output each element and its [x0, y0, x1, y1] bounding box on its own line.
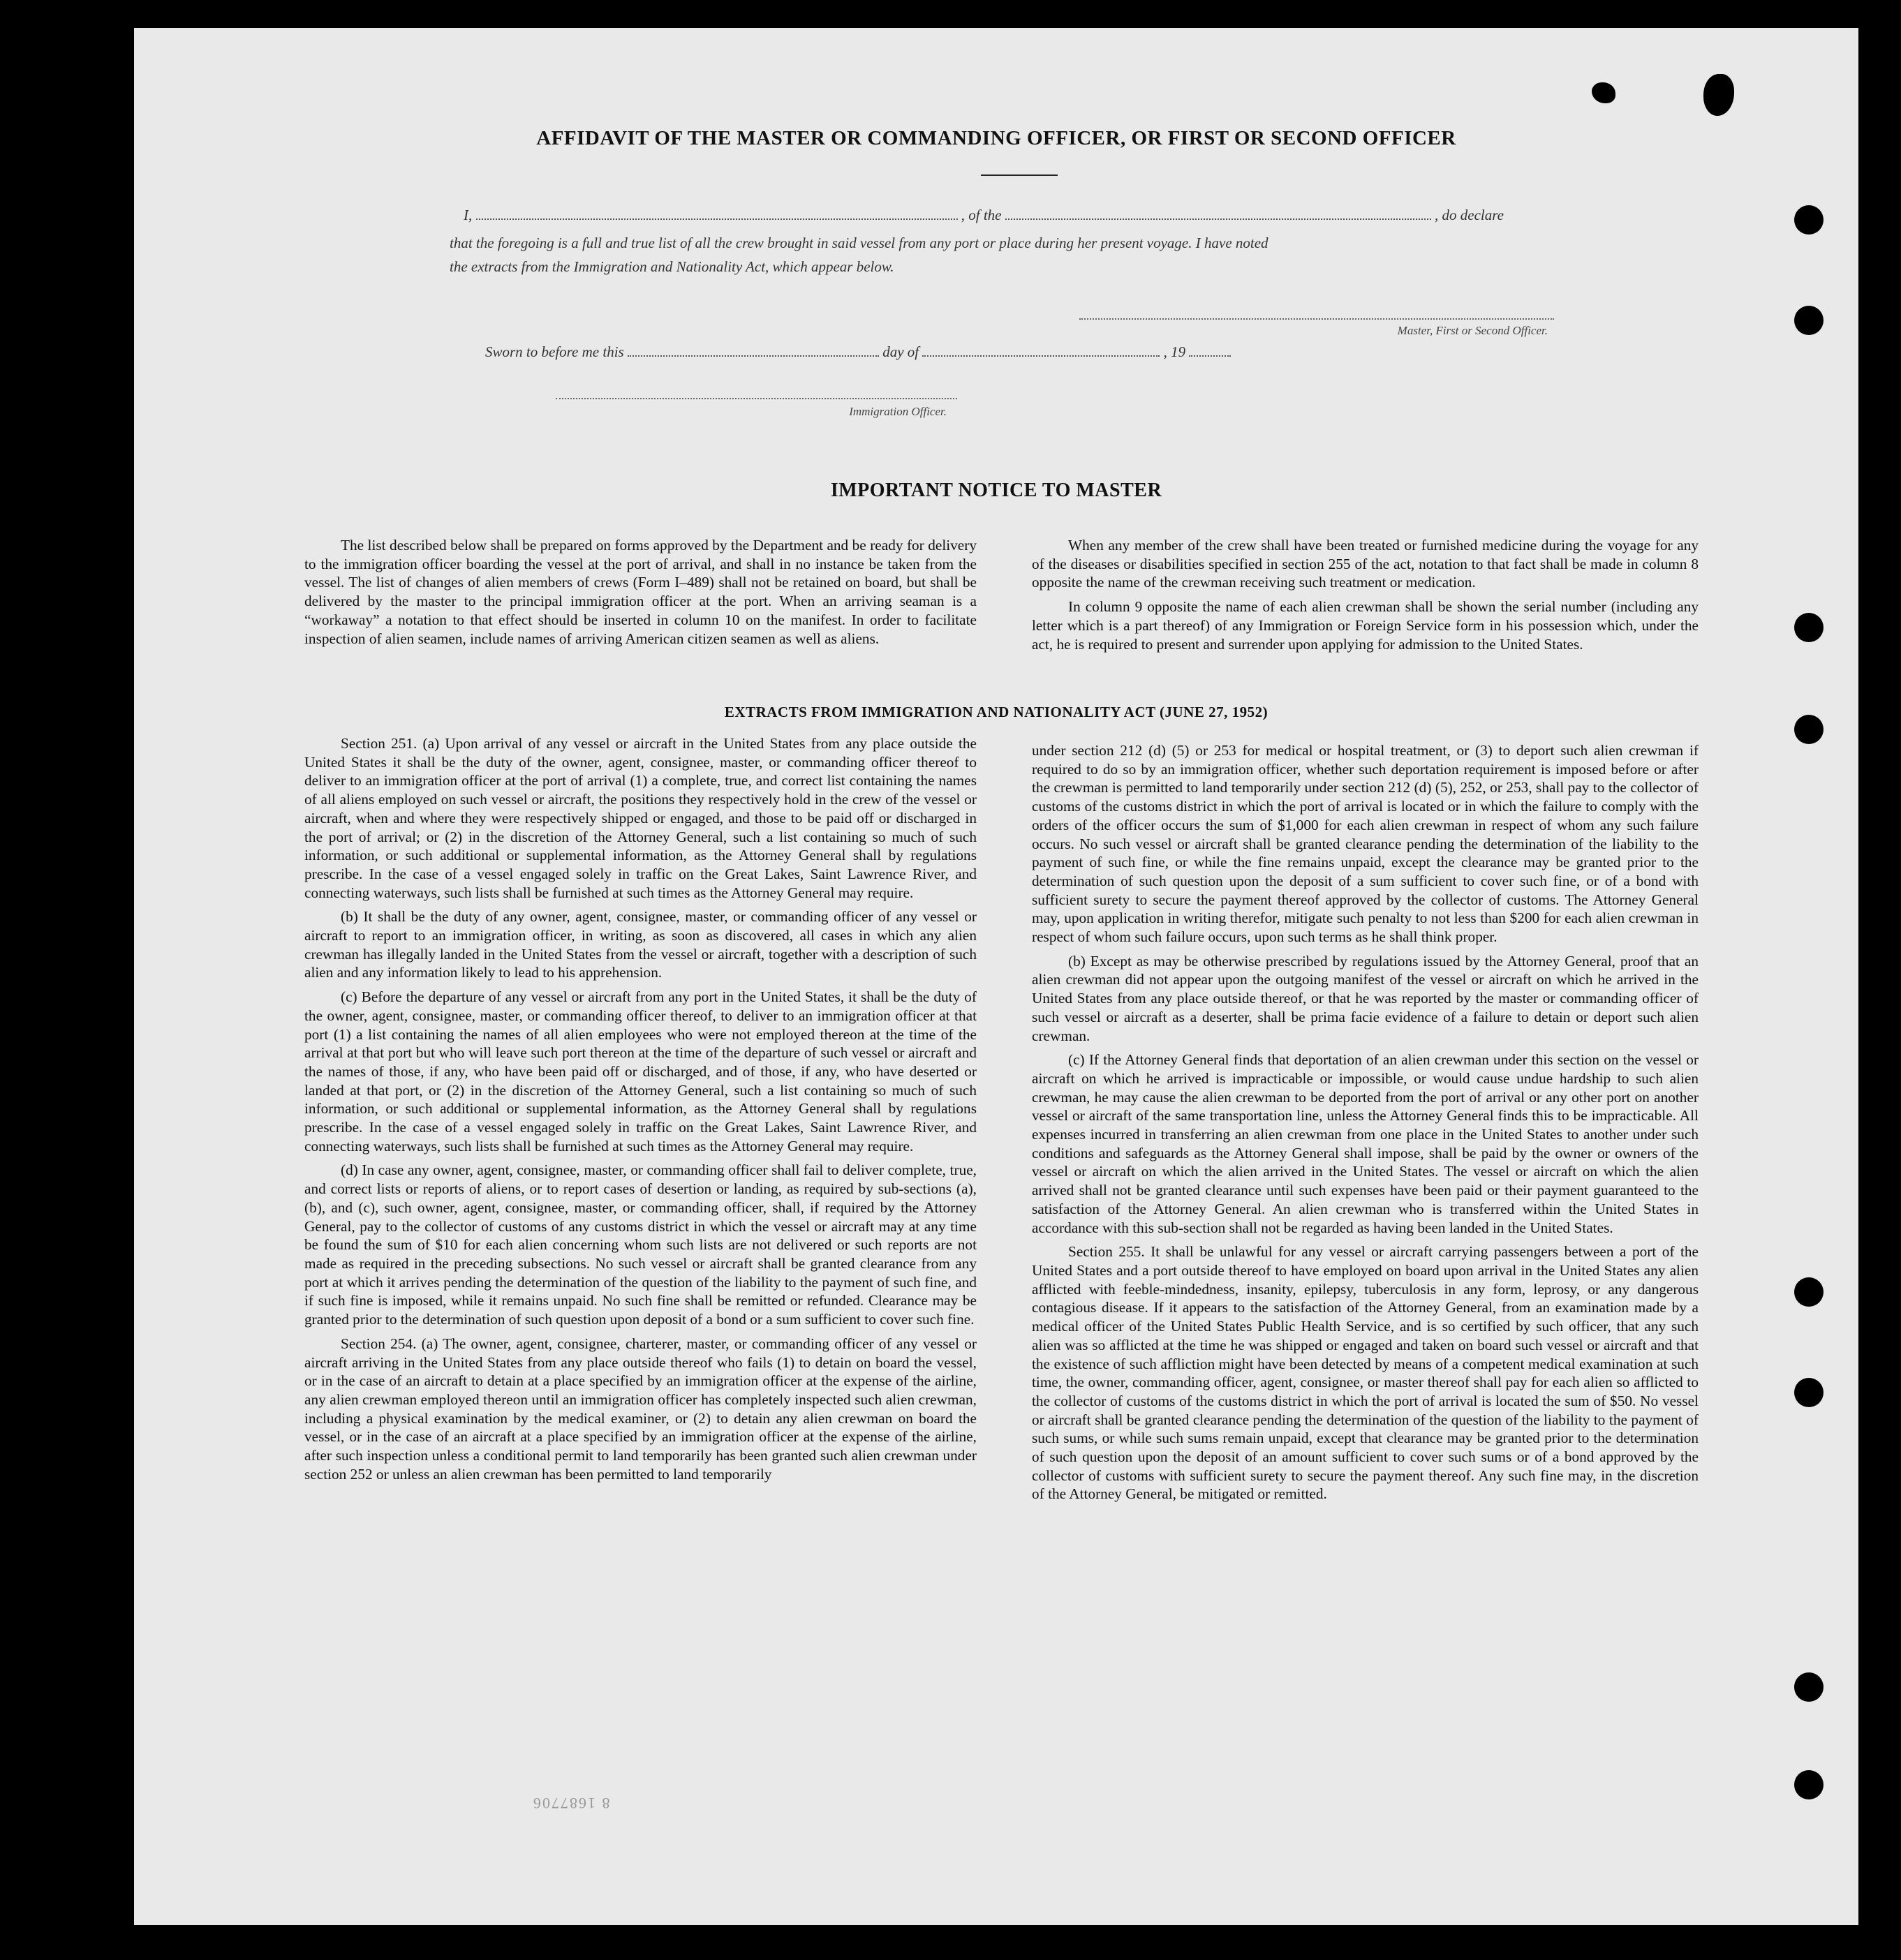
notice-right-paragraph-1: When any member of the crew shall have been treated or furnished medicine during the voyage for any of the diseases or disabilities specified in section 255 of the act, notation to that fact shall be made in column 8 opposite the name of the crewman receiving such treatment or medication.: [1032, 537, 1699, 591]
notice-right-paragraph-2: In column 9 opposite the name of each alien crewman shall be shown the serial number (including any letter which is a part thereof) of any Immigration or Foreign Service form in his possession which, under the act, he is required to present and surrender upon applying for admission to the United States.: [1032, 598, 1699, 653]
sworn-line: [485, 343, 1231, 361]
section-254-c: (c) If the Attorney General finds that deportation of an alien crewman under this section on the vessel or aircraft on which he arrived is impracticable or impossible, or would cause undue hardship to such alien crewman, he may cause the alien crewman to be deported from the port of arrival or any other port on another vessel or aircraft of the same transportation line, unless the Attorney General finds this to be impracticable. All expenses incurred in transferring an alien crewman from one place in the United States to another under such conditions and safeguards as the Attorney General shall impose, shall be paid by the owner or owners of the vessel or aircraft on which the alien arrived in the United States. The vessel or aircraft on which the alien arrived shall not be granted clearance until such expenses have been paid or their payment guaranteed to the satisfaction of the Attorney General. An alien crewman who is transferred within the United States in accordance with this sub-section shall not be regarded as having been landed in the United States.: [1032, 1051, 1699, 1236]
sworn-month-blank[interactable]: [922, 352, 1160, 357]
of-the-label: , of the: [961, 207, 1002, 223]
do-declare-label: , do declare: [1435, 207, 1504, 223]
section-254-a-continued: under section 212 (d) (5) or 253 for medical or hospital treatment, or (3) to deport such alien crewman if required to do so by an immigration officer, whether such deportation requirement is imposed before or after the crewman is permitted to land temporarily under section 212 (d) (5), 252, or 253, shall pay to the collector of customs of the customs district in which the port of arrival is located or in which the failure to comply with the orders of the officer occurs the sum of $1,000 for each alien crewman in respect of whom any such failure occurs. No such vessel or aircraft shall be granted clearance pending the determination of the liability to the payment of such fine, or while the fine remains unpaid, except the clearance may be granted prior to the determination of such question upon the deposit of a sum sufficient to cover such fine, or of a bond with sufficient surety to secure the payment thereof approved by the collector of customs. The Attorney General may, upon application in writing therefor, mitigate such penalty to not less than $200 for each alien crewman in respect of whom such failure occurs, upon such terms as he shall think proper.: [1032, 742, 1699, 946]
punch-hole: [1794, 613, 1824, 642]
affidavit-title: AFFIDAVIT OF THE MASTER OR COMMANDING OFFICER, OR FIRST OR SECOND OFFICER: [536, 127, 1456, 149]
notice-left-paragraph: The list described below shall be prepared on forms approved by the Department and be ready for delivery to the immigration officer boarding the vessel at the port of arrival, and shall in no instance be taken from the vessel. The list of changes of alien members of crews (Form I–489) shall not be retained on board, but shall be delivered by the master to the principal immigration officer at the port. When an arriving seaman is a “workaway” a notation to that effect should be inserted in column 10 on the manifest. In order to facilitate inspection of alien seamen, include names of arriving American citizen seamen as well as aliens.: [304, 537, 977, 647]
section-254-b: (b) Except as may be otherwise prescribed by regulations issued by the Attorney General, proof that an alien crewman did not appear upon the outgoing manifest of the vessel or aircraft on which he arrived in the United States from any place outside thereof, or that he was reported by the master or commanding officer of such vessel or aircraft as a deserter, shall be prima facie evidence of a failure to detain or deport such alien crewman.: [1032, 952, 1699, 1044]
section-255: Section 255. It shall be unlawful for any vessel or aircraft carrying passengers between a port of the United States and a port outside thereof to have employed on board upon arrival in the United States any alien afflicted with feeble-mindedness, insanity, epilepsy, tuberculosis in any form, leprosy, or any dangerous contagious disease. If it appears to the satisfaction of the Attorney General, from an examination made by a medical officer of the United States Public Health Service, and is so certified by such officer, that any such alien was so afflicted at the time he was shipped or engaged and taken on board such vessel or aircraft and that the existence of such affliction might have been detected by means of a competent medical examination at such time, the owner, commanding officer, agent, consignee, or master thereof shall pay for each alien so afflicted to the collector of customs of the customs district in which the port of arrival is located the sum of $50. No vessel or aircraft shall be granted clearance pending the determination of the question of the liability to the payment of such sums, or while such sums remain unpaid, except that clearance may be granted prior to the determination of such question upon the deposit of an amount sufficient to cover such sums or of a bond approved by the collector of customs with sufficient surety to secure the payment thereof. Any such fine may, in the discretion of the Attorney General, be mitigated or remitted.: [1032, 1243, 1699, 1503]
punch-hole: [1794, 1672, 1824, 1702]
name-blank[interactable]: [476, 216, 958, 220]
extracts-right-column: [1032, 741, 1699, 1509]
day-of-label: day of: [882, 343, 919, 360]
section-251-a: Section 251. (a) Upon arrival of any vessel or aircraft in the United States from any place outside the United States it shall be the duty of the owner, agent, consignee, master, or commanding officer thereof to deliver to an immigration officer at the port of arrival (1) a complete, true, and correct list containing the names of all aliens employed on such vessel or aircraft, the positions they respectively hold in the crew of the vessel or aircraft, when and where they were respectively shipped or engaged, and those to be paid off or discharged in the port of arrival; or (2) in the discretion of the Attorney General, such a list containing so much of such information, or such additional or supplemental information, as the Attorney General shall by regulations prescribe. In the case of a vessel engaged solely in traffic on the Great Lakes, Saint Lawrence River, and connecting waterways, such lists shall be furnished at such times as the Attorney General may require.: [304, 735, 977, 901]
punch-hole: [1794, 1277, 1824, 1307]
extracts-left-column: [304, 734, 977, 1489]
serial-stamp: 8 1687706: [532, 1795, 610, 1812]
punch-hole: [1794, 205, 1824, 235]
vessel-blank[interactable]: [1005, 216, 1431, 220]
punch-hole: [1794, 306, 1824, 335]
section-251-c: (c) Before the departure of any vessel or aircraft from any port in the United States, it shall be the duty of the owner, agent, consignee, master, or commanding officer thereof, to deliver to an immigration officer at that port (1) a list containing the names of all alien employees who were not employed thereon at the time of the arrival at that port but who will leave such port thereon at the time of the departure of such vessel or aircraft and the names of those, if any, who have been paid off or discharged, and of those, if any, who have deserted or landed at that port, or (2) in the discretion of the Attorney General, such a list containing so much of such information, or such additional or supplemental information, as the Attorney General shall by regulations prescribe. In the case of a vessel engaged solely in traffic on the Great Lakes, Saint Lawrence River, and connecting waterways, such lists shall be furnished at such times as the Attorney General may require.: [304, 988, 977, 1155]
officer-signature-label: Immigration Officer.: [849, 405, 947, 418]
section-251-d: (d) In case any owner, agent, consignee, master, or commanding officer shall fail to deliver complete, true, and correct lists or reports of aliens, or to report cases of desertion or landing, as required by sub-sections (a), (b), and (c), such owner, agent, consignee, master, or commanding officer, shall, if required by the Attorney General, pay to the collector of customs of any customs district in which the vessel or aircraft may at any time be found the sum of $10 for each alien concerning whom such lists are not delivered or such reports are not made as required in the preceding subsections. No such vessel or aircraft shall be granted clearance from any port at which it arrives pending the determination of the question of the liability to the payment of such fine, and if such fine is imposed, while it remains unpaid. No such fine shall be remitted or refunded. Clearance may be granted prior to the determination of such question upon deposit of a bond or a sum sufficient to cover such fine.: [304, 1161, 977, 1328]
ink-blot: [1703, 74, 1734, 116]
notice-right-column: [1032, 536, 1699, 659]
officer-signature-line[interactable]: [556, 398, 957, 399]
master-signature-line[interactable]: [1079, 318, 1554, 320]
affidavit-line-2: that the foregoing is a full and true list of all the crew brought in said vessel from any port or place during her present voyage. I have noted: [450, 235, 1268, 251]
document-page: [134, 28, 1858, 1925]
punch-hole: [1794, 1378, 1824, 1407]
extracts-title: EXTRACTS FROM IMMIGRATION AND NATIONALITY ACT (JUNE 27, 1952): [724, 704, 1268, 720]
i-label: I,: [464, 207, 473, 223]
sworn-label: Sworn to before me this: [485, 343, 624, 360]
sworn-year-blank[interactable]: [1189, 352, 1231, 357]
punch-hole: [1794, 1770, 1824, 1799]
ink-blot: [1592, 82, 1615, 103]
sworn-day-blank[interactable]: [628, 352, 879, 357]
section-254-a: Section 254. (a) The owner, agent, consignee, charterer, master, or commanding officer of any vessel or aircraft arriving in the United States from any place outside thereof who fails (1) to detain on board the vessel, or in the case of an aircraft to detain at a place specified by an immigration officer at the expense of the airline, any alien crewman employed thereon until an immigration officer has completely inspected such alien crewman, including a physical examination by the medical examiner, or (2) to detain any alien crewman on board the vessel, or in the case of an aircraft at a place specified by an immigration officer at the expense of the airline, after such inspection unless a conditional permit to land temporarily has been granted such alien crewman under section 252 or unless an alien crewman has been permitted to land temporarily: [304, 1335, 977, 1483]
title-rule: [981, 175, 1058, 176]
punch-hole: [1794, 715, 1824, 744]
affidavit-line-3: the extracts from the Immigration and Nationality Act, which appear below.: [450, 258, 894, 275]
year-label: , 19: [1163, 343, 1186, 360]
notice-left-column: [304, 536, 977, 653]
affidavit-line-1: [464, 207, 1504, 224]
section-251-b: (b) It shall be the duty of any owner, agent, consignee, master, or commanding officer of any vessel or aircraft to report to an immigration officer, in writing, as soon as discovered, all cases in which any alien crewman has illegally landed in the United States from the vessel or aircraft, together with a description of such alien and any information likely to lead to his apprehension.: [304, 908, 977, 981]
master-signature-label: Master, First or Second Officer.: [1397, 324, 1548, 337]
notice-title: IMPORTANT NOTICE TO MASTER: [830, 480, 1162, 501]
